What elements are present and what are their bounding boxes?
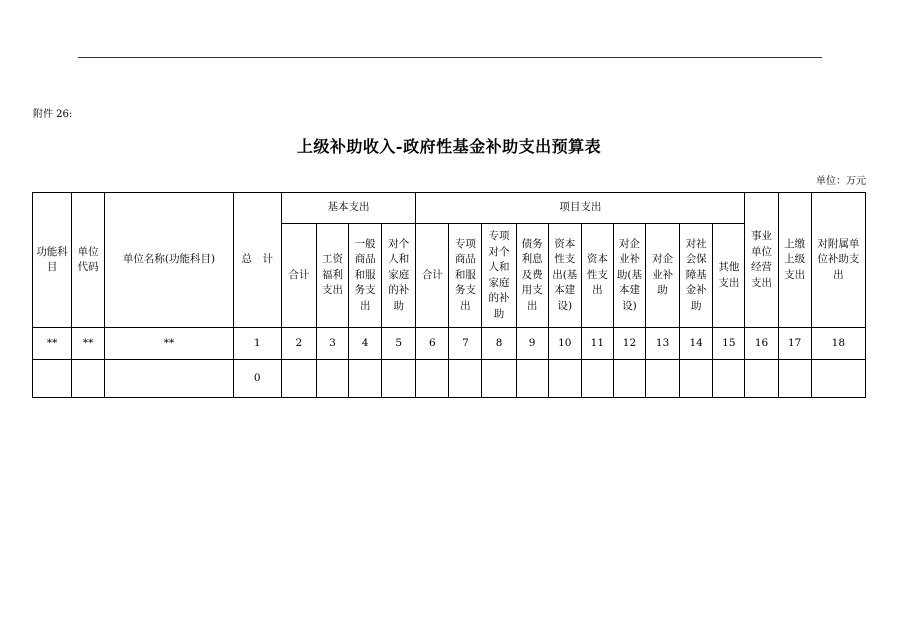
page-title: 上级补助收入-政府性基金补助支出预算表: [296, 137, 602, 156]
table-cell: [646, 360, 680, 398]
header-project-enterprise: 对企业补助: [646, 224, 680, 328]
index-cell: 11: [581, 328, 613, 360]
header-rule: [78, 57, 822, 58]
index-cell: **: [72, 328, 105, 360]
table-cell: [281, 360, 316, 398]
header-project-total: 合计: [416, 224, 449, 328]
budget-table: [32, 192, 866, 398]
header-project-group: 项目支出: [416, 193, 745, 224]
table-cell: [581, 360, 613, 398]
index-row: [33, 328, 866, 360]
table-cell: [613, 360, 645, 398]
header-basic-goods: 一般商品和服务支出: [349, 224, 382, 328]
index-cell: 15: [713, 328, 745, 360]
table-cell: [105, 360, 233, 398]
table-cell: [72, 360, 105, 398]
index-cell: 2: [281, 328, 316, 360]
header-project-other: 其他支出: [713, 224, 745, 328]
index-cell: 6: [416, 328, 449, 360]
table-cell: [713, 360, 745, 398]
header-basic-salary: 工资福利支出: [316, 224, 348, 328]
table-cell: [482, 360, 516, 398]
table-cell: [416, 360, 449, 398]
header-total: 总 计: [233, 193, 281, 328]
header-unit-code: 单位代码: [72, 193, 105, 328]
header-project-social-security: 对社会保障基金补助: [680, 224, 713, 328]
table-cell: [745, 360, 778, 398]
table-cell: [349, 360, 382, 398]
index-cell: **: [33, 328, 72, 360]
unit-label: 单位：万元: [816, 176, 866, 187]
table-cell: [778, 360, 811, 398]
table-cell: [33, 360, 72, 398]
header-row-groups: [33, 193, 866, 224]
index-cell: 17: [778, 328, 811, 360]
table-cell: [811, 360, 865, 398]
index-cell: 5: [382, 328, 416, 360]
table-row: [33, 360, 866, 398]
header-project-capital: 资本性支出: [581, 224, 613, 328]
index-cell: 3: [316, 328, 348, 360]
index-cell: **: [105, 328, 233, 360]
header-project-enterprise-construction: 对企业补助(基本建设): [613, 224, 645, 328]
table-cell: [449, 360, 482, 398]
table-cell-total: 0: [233, 360, 281, 398]
table-cell: [680, 360, 713, 398]
header-project-capital-construction: 资本性支出(基本建设): [548, 224, 581, 328]
index-cell: 14: [680, 328, 713, 360]
index-cell: 18: [811, 328, 865, 360]
header-project-goods: 专项商品和服务支出: [449, 224, 482, 328]
header-basic-personal: 对个人和家庭的补助: [382, 224, 416, 328]
header-basic-group: 基本支出: [281, 193, 415, 224]
header-business-unit: 事业单位经营支出: [745, 193, 778, 328]
header-func-subject: 功能科目: [33, 193, 72, 328]
table-cell: [316, 360, 348, 398]
index-cell: 8: [482, 328, 516, 360]
header-project-debt: 债务利息及费用支出: [516, 224, 548, 328]
header-subsidiary-subsidy: 对附属单位补助支出: [811, 193, 865, 328]
header-project-personal: 专项对个人和家庭的补助: [482, 224, 516, 328]
table-cell: [382, 360, 416, 398]
header-basic-total: 合计: [281, 224, 316, 328]
header-unit-name: 单位名称(功能科目): [105, 193, 233, 328]
index-cell: 9: [516, 328, 548, 360]
index-cell: 13: [646, 328, 680, 360]
index-cell: 12: [613, 328, 645, 360]
attachment-label: 附件 26:: [33, 109, 73, 120]
header-upper-payment: 上缴上级支出: [778, 193, 811, 328]
index-cell: 10: [548, 328, 581, 360]
index-cell: 4: [349, 328, 382, 360]
table-cell: [516, 360, 548, 398]
index-cell: 1: [233, 328, 281, 360]
index-cell: 7: [449, 328, 482, 360]
index-cell: 16: [745, 328, 778, 360]
table-cell: [548, 360, 581, 398]
